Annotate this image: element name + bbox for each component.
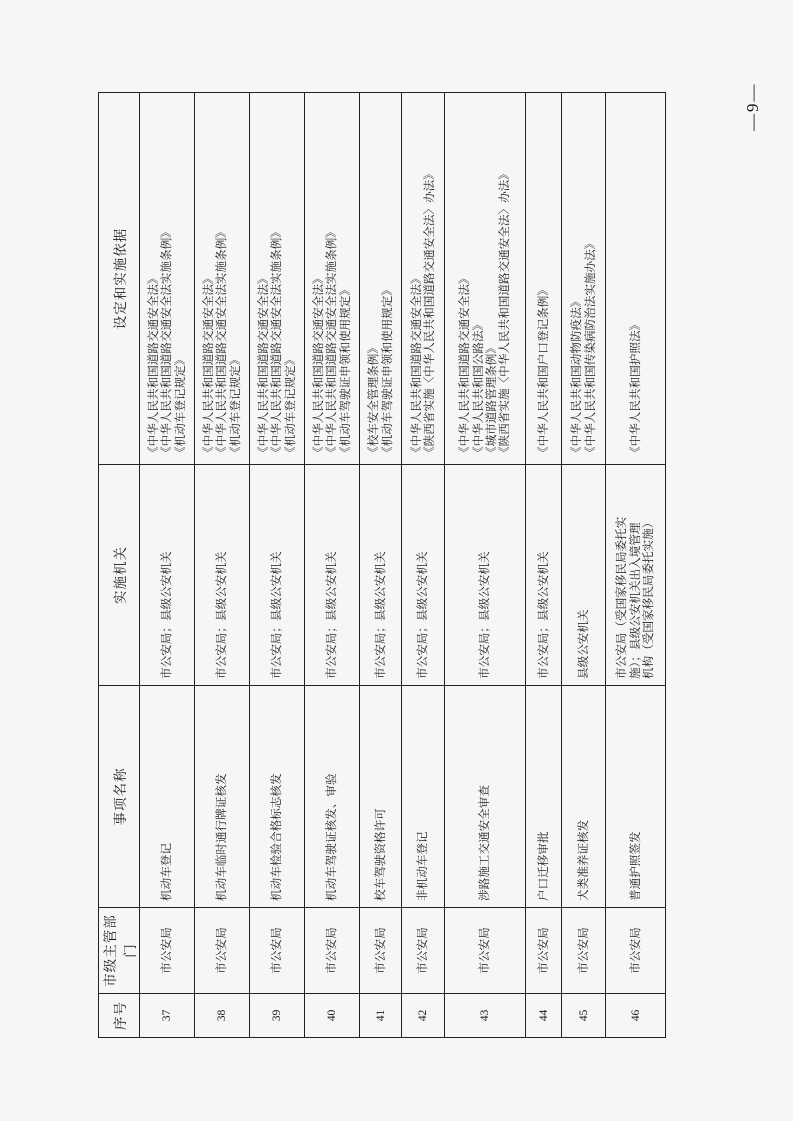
agency-line: 市公安局；县级公安机关 xyxy=(324,551,339,679)
table-row xyxy=(562,93,606,1038)
row-no: 46 xyxy=(606,994,666,1038)
row-agency xyxy=(445,465,526,686)
basis-line: 《中华人民共和国护照法》 xyxy=(627,318,642,458)
row-agency xyxy=(562,465,606,686)
table-row xyxy=(402,93,445,1038)
row-no: 37 xyxy=(140,994,195,1038)
row-dept: 市公安局 xyxy=(526,908,562,994)
row-dept: 市公安局 xyxy=(402,908,445,994)
agency-line: 市公安局；县级公安机关 xyxy=(214,551,229,679)
row-agency xyxy=(305,465,360,686)
basis-line: 《中华人民共和国动物防疫法》 xyxy=(569,295,584,458)
basis-line: 《机动车驾驶证申领和使用规定》 xyxy=(379,284,394,458)
row-dept: 市公安局 xyxy=(140,908,195,994)
basis-line: 《城市道路管理条例》 xyxy=(484,342,498,458)
row-no: 43 xyxy=(445,994,526,1038)
row-basis xyxy=(562,93,606,465)
header-agency: 实施机关 xyxy=(99,465,140,686)
row-dept: 市公安局 xyxy=(195,908,250,994)
row-no: 42 xyxy=(402,994,445,1038)
basis-line: 《中华人民共和国道路交通安全法》 xyxy=(310,272,325,458)
agency-line: 市公安局；县级公安机关 xyxy=(535,551,550,679)
row-basis xyxy=(195,93,250,465)
basis-line: 《中华人民共和国道路交通安全法》 xyxy=(145,272,160,458)
row-no: 40 xyxy=(305,994,360,1038)
basis-line: 《中华人民共和国道路交通安全法》 xyxy=(200,272,215,458)
agency-line: 市公安局；县级公安机关 xyxy=(477,551,492,679)
basis-line: 《中华人民共和国道路交通安全法》 xyxy=(457,272,472,458)
basis-line: 《中华人民共和国道路交通安全法实施条例》 xyxy=(324,226,339,458)
row-basis xyxy=(402,93,445,465)
row-no: 39 xyxy=(250,994,305,1038)
row-agency xyxy=(402,465,445,686)
basis-line: 《中华人民共和国道路交通安全法实施条例》 xyxy=(269,226,284,458)
row-name: 非机动车登记 xyxy=(402,686,445,908)
basis-line: 《校车安全管理条例》 xyxy=(366,342,381,458)
basis-line: 《机动车登记规定》 xyxy=(282,353,297,458)
row-name: 机动车登记 xyxy=(140,686,195,908)
basis-line: 《机动车登记规定》 xyxy=(227,353,242,458)
header-name: 事项名称 xyxy=(99,686,140,908)
row-agency xyxy=(526,465,562,686)
row-name: 机动车临时通行牌证核发 xyxy=(195,686,250,908)
row-basis xyxy=(526,93,562,465)
table-row xyxy=(195,93,250,1038)
table-row xyxy=(140,93,195,1038)
table-row xyxy=(305,93,360,1038)
table-row xyxy=(250,93,305,1038)
basis-line: 《中华人民共和国道路交通安全法》 xyxy=(255,272,270,458)
row-no: 38 xyxy=(195,994,250,1038)
basis-line: 《陕西省实施〈中华人民共和国道路交通安全法〉办法》 xyxy=(422,168,436,458)
row-agency xyxy=(250,465,305,686)
row-basis xyxy=(606,93,666,465)
row-no: 45 xyxy=(562,994,606,1038)
row-name: 校车驾驶资格许可 xyxy=(360,686,402,908)
table-row xyxy=(445,93,526,1038)
row-agency xyxy=(360,465,402,686)
row-dept: 市公安局 xyxy=(250,908,305,994)
row-dept: 市公安局 xyxy=(445,908,526,994)
row-basis xyxy=(305,93,360,465)
row-dept: 市公安局 xyxy=(606,908,666,994)
header-basis: 设定和实施依据 xyxy=(99,93,140,465)
row-dept: 市公安局 xyxy=(360,908,402,994)
basis-line: 《中华人民共和国传染病防治法实施办法》 xyxy=(582,237,597,458)
row-dept: 市公安局 xyxy=(305,908,360,994)
table-row xyxy=(606,93,666,1038)
table-row xyxy=(526,93,562,1038)
row-basis xyxy=(140,93,195,465)
row-basis xyxy=(445,93,526,465)
header-dept: 市级主管部门 xyxy=(99,908,140,994)
row-name: 户口迁移审批 xyxy=(526,686,562,908)
row-agency xyxy=(195,465,250,686)
row-name: 机动车检验合格标志核发 xyxy=(250,686,305,908)
row-name: 涉路施工交通安全审查 xyxy=(445,686,526,908)
items-table xyxy=(98,92,666,1038)
basis-line: 《陕西省实施〈中华人民共和国道路交通安全法〉办法》 xyxy=(497,168,512,458)
row-name: 普通护照签发 xyxy=(606,686,666,908)
row-basis xyxy=(360,93,402,465)
row-basis xyxy=(250,93,305,465)
agency-line: 县级公安机关 xyxy=(575,609,590,679)
agency-line: 施）；县级公安机关出入境管理 xyxy=(627,522,642,679)
row-no: 41 xyxy=(360,994,402,1038)
basis-line: 《中华人民共和国道路交通安全法实施条例》 xyxy=(159,226,174,458)
table-header-row xyxy=(99,93,140,1038)
header-no: 序号 xyxy=(99,994,140,1038)
basis-line: 《中华人民共和国道路交通安全法》 xyxy=(408,272,423,458)
basis-line: 《中华人民共和国公路法》 xyxy=(470,318,485,458)
agency-line: 市公安局（受国家移民局委托实 xyxy=(614,516,629,679)
row-name: 机动车驾驶证核发、审验 xyxy=(305,686,360,908)
basis-line: 《中华人民共和国户口登记条例》 xyxy=(535,284,550,458)
row-agency xyxy=(606,465,666,686)
row-name: 犬类准养证核发 xyxy=(562,686,606,908)
agency-line: 机构（受国家移民局委托实施） xyxy=(641,516,656,679)
row-agency xyxy=(140,465,195,686)
agency-line: 市公安局；县级公安机关 xyxy=(159,551,174,679)
basis-line: 《机动车登记规定》 xyxy=(172,353,187,458)
row-dept: 市公安局 xyxy=(562,908,606,994)
basis-line: 《机动车驾驶证申领和使用规定》 xyxy=(337,284,352,458)
page-number: —9— xyxy=(743,82,762,131)
agency-line: 市公安局；县级公安机关 xyxy=(415,551,430,679)
basis-line: 《中华人民共和国道路交通安全法实施条例》 xyxy=(214,226,229,458)
agency-line: 市公安局；县级公安机关 xyxy=(269,551,284,679)
agency-line: 市公安局；县级公安机关 xyxy=(372,551,387,679)
row-no: 44 xyxy=(526,994,562,1038)
table-row xyxy=(360,93,402,1038)
